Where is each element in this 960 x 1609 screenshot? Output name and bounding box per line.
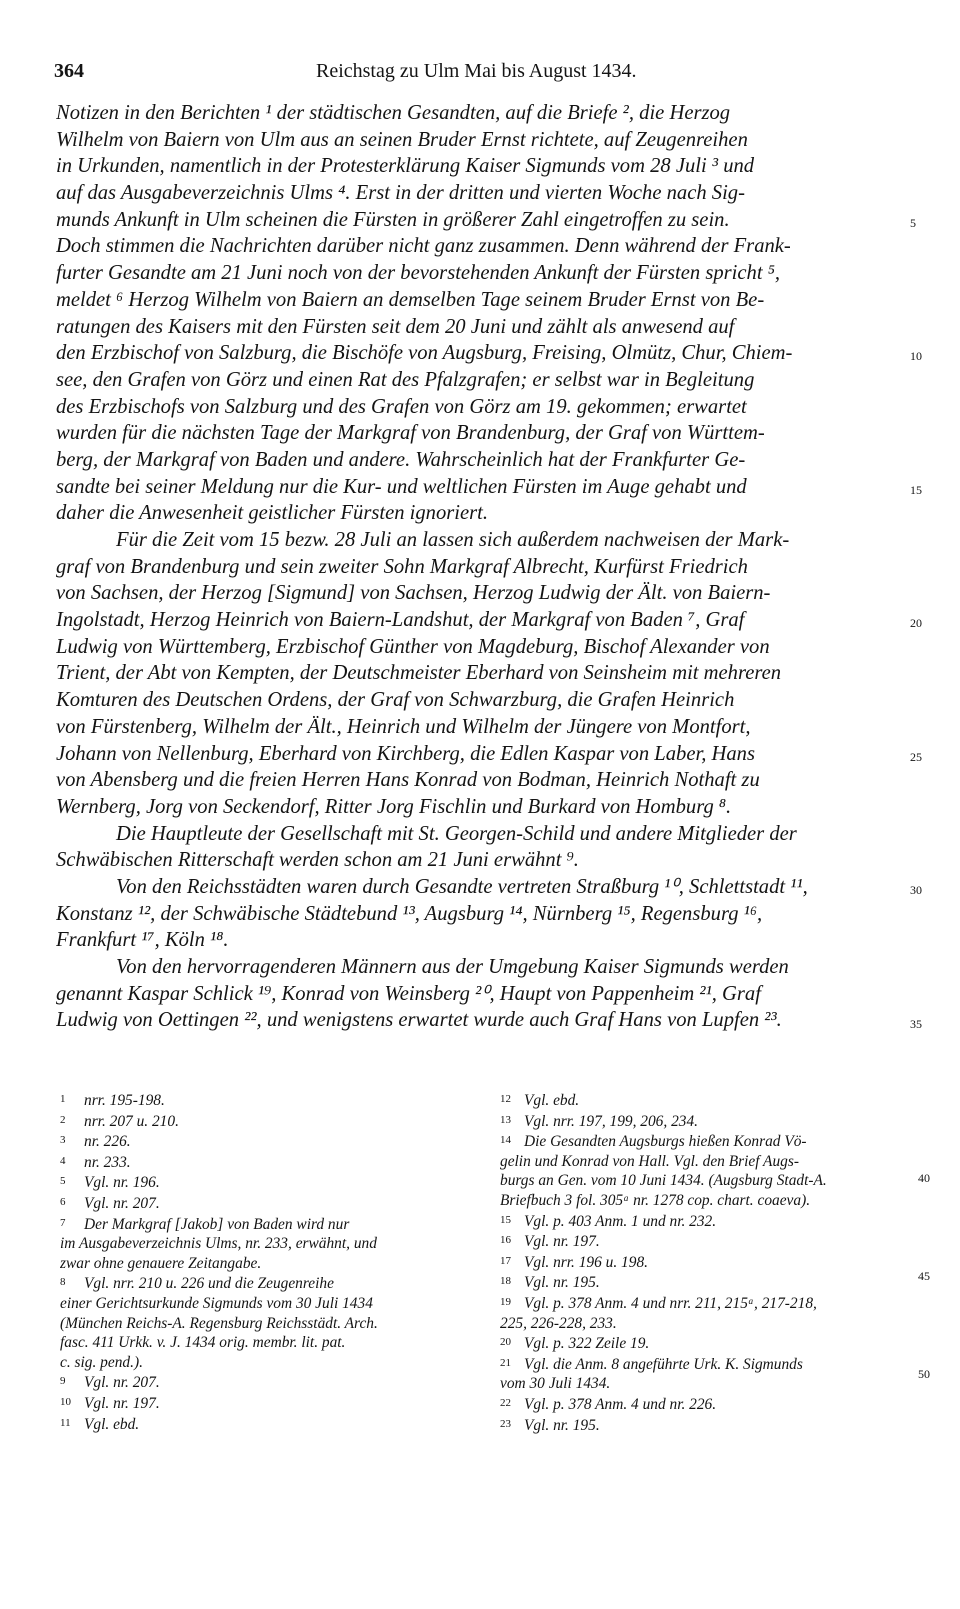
margin-line-number: 5 [910, 215, 916, 230]
footnote-text: gelin und Konrad von Hall. Vgl. den Brief Augs- [500, 1152, 799, 1170]
footnote-text: Vgl. nr. 195. [524, 1416, 600, 1434]
footnote [60, 1090, 460, 1111]
footnote-number: 9 [60, 1375, 66, 1388]
footnote-number: 8 [60, 1276, 66, 1289]
footnote-text: einer Gerichtsurkunde Sigmunds vom 30 Juli 1434 [60, 1294, 373, 1312]
footnote-number: 20 [500, 1336, 511, 1349]
text-line: sandte bei seiner Meldung nur die Kur- und weltlichen Fürsten im Auge gehabt und [56, 475, 747, 498]
footnote-text: nrr. 207 u. 210. [84, 1112, 179, 1130]
footnote-number: 21 [500, 1356, 511, 1369]
footnote-number: 4 [60, 1154, 66, 1167]
footnote-continuation [60, 1353, 460, 1373]
footnote-text: Vgl. nr. 196. [84, 1174, 160, 1192]
footnote-text: vom 30 Juli 1434. [500, 1375, 611, 1393]
footnote [500, 1354, 914, 1375]
footnote-continuation [60, 1314, 460, 1334]
text-line: von Fürstenberg, Wilhelm der Ält., Heinrich und Wilhelm der Jüngere von Montfort, [56, 715, 751, 738]
footnote [500, 1394, 914, 1415]
footnote-number: 16 [500, 1234, 511, 1247]
text-line: Von den hervorragenderen Männern aus der Umgebung Kaiser Sigmunds werden [116, 956, 789, 978]
text-line: Die Hauptleute der Gesellschaft mit St. Georgen-Schild und andere Mitglieder der [116, 822, 797, 845]
text-line: meldet ⁶ Herzog Wilhelm von Baiern an demselben Tage seinem Bruder Ernst von Be- [56, 288, 765, 311]
running-head: Reichstag zu Ulm Mai bis August 1434. [316, 60, 637, 82]
text-line: Konstanz ¹², der Schwäbische Städtebund ¹³, Augsburg ¹⁴, Nürnberg ¹⁵, Regensburg ¹⁶, [56, 902, 763, 925]
text-line: ratungen des Kaisers mit den Fürsten seit dem 20 Juni und zählt als anwesend auf [56, 315, 735, 338]
footnote-number: 17 [500, 1254, 511, 1267]
main-text [56, 100, 902, 1034]
footnote-number: 3 [60, 1134, 66, 1147]
footnote-text: Vgl. ebd. [84, 1415, 140, 1433]
text-line: see, den Grafen von Görz und einen Rat des Pfalzgrafen; er selbst war in Begleitung [56, 368, 755, 391]
text-line: wurden für die nächsten Tage der Markgraf von Brandenburg, der Graf von Württem- [56, 422, 765, 445]
footnote-text: Der Markgraf [Jakob] von Baden wird nur [84, 1215, 350, 1233]
text-line: munds Ankunft in Ulm scheinen die Fürsten in größerer Zahl eingetroffen zu sein. [56, 208, 730, 231]
text-line: von Sachsen, der Herzog [Sigmund] von Sachsen, Herzog Ludwig der Ält. von Baiern- [56, 582, 771, 605]
margin-line-number: 25 [910, 749, 922, 764]
footnote [60, 1372, 460, 1393]
footnote-number: 7 [60, 1216, 66, 1229]
text-line: Ingolstadt, Herzog Heinrich von Baiern-Landshut, der Markgraf von Baden ⁷, Graf [56, 609, 745, 632]
text-line: graf von Brandenburg und sein zweiter Sohn Markgraf Albrecht, Kurfürst Friedrich [56, 555, 748, 578]
text-line: Frankfurt ¹⁷, Köln ¹⁸. [56, 929, 229, 952]
footnote [500, 1111, 914, 1132]
footnote-continuation [500, 1314, 914, 1334]
footnote-margin-number: 45 [918, 1269, 930, 1284]
margin-line-number: 10 [910, 349, 922, 364]
footnote-number: 10 [60, 1395, 71, 1408]
text-line: Von den Reichsstädten waren durch Gesandte vertreten Straßburg ¹⁰, Schlettstadt ¹¹, [116, 875, 808, 898]
footnote-continuation [500, 1152, 914, 1172]
footnote-text: 225, 226-228, 233. [500, 1314, 617, 1332]
footnote-text: (München Reichs-A. Regensburg Reichsstädt. Arch. [60, 1314, 378, 1332]
footnote [500, 1415, 914, 1436]
footnote [60, 1131, 460, 1152]
page-number: 364 [54, 60, 84, 82]
footnote-margin-number: 40 [918, 1171, 930, 1186]
footnote-text: Vgl. nrr. 196 u. 198. [524, 1253, 648, 1271]
text-line: berg, der Markgraf von Baden und andere. Wahrscheinlich hat der Frankfurter Ge- [56, 448, 746, 471]
footnote-text: zwar ohne genauere Zeitangabe. [60, 1254, 262, 1272]
footnote [60, 1214, 460, 1235]
text-line: von Abensberg und die freien Herren Hans Konrad von Bodman, Heinrich Nothaft zu [56, 769, 760, 792]
footnote [60, 1152, 460, 1173]
footnote [500, 1252, 914, 1273]
footnote [60, 1193, 460, 1214]
footnote-continuation [500, 1374, 914, 1394]
text-line: in Urkunden, namentlich in der Protesterklärung Kaiser Sigmunds vom 28 Juli ³ und [56, 155, 755, 178]
footnote-text: Vgl. p. 378 Anm. 4 und nrr. 211, 215ᵃ, 217-218, [524, 1294, 817, 1312]
text-line: auf das Ausgabeverzeichnis Ulms ⁴. Erst in der dritten und vierten Woche nach Sig- [56, 182, 745, 205]
footnote [60, 1414, 460, 1435]
footnote-text: Vgl. nrr. 210 u. 226 und die Zeugenreihe [84, 1275, 334, 1293]
text-line: den Erzbischof von Salzburg, die Bischöfe von Augsburg, Freising, Olmütz, Chur, Chiem- [56, 342, 793, 365]
footnote-text: Vgl. p. 403 Anm. 1 und nr. 232. [524, 1212, 717, 1230]
footnote-text: Die Gesandten Augsburgs hießen Konrad Vö- [524, 1133, 807, 1151]
footnotes-left-column [60, 1090, 460, 1434]
footnote-margin-number: 50 [918, 1367, 930, 1382]
footnote [60, 1172, 460, 1193]
footnote-text: Vgl. p. 322 Zeile 19. [524, 1335, 650, 1353]
footnote-text: Vgl. p. 378 Anm. 4 und nr. 226. [524, 1395, 717, 1413]
footnote-text: Briefbuch 3 fol. 305ᵃ nr. 1278 cop. chart. coaeva). [500, 1191, 811, 1209]
footnote-text: im Ausgabeverzeichnis Ulms, nr. 233, erwähnt, und [60, 1235, 377, 1253]
footnote [500, 1333, 914, 1354]
footnote-number: 22 [500, 1396, 511, 1409]
footnote-text: nrr. 195-198. [84, 1092, 165, 1109]
text-line: Ludwig von Württemberg, Erzbischof Günther von Magdeburg, Bischof Alexander von [56, 635, 770, 658]
footnote-text: Vgl. die Anm. 8 angeführte Urk. K. Sigmunds [524, 1355, 803, 1373]
footnotes-right-column [500, 1090, 914, 1435]
footnote-number: 6 [60, 1195, 66, 1208]
footnote [500, 1090, 914, 1111]
text-line: Schwäbischen Ritterschaft werden schon am 21 Juni erwähnt ⁹. [56, 849, 579, 872]
text-line: Wernberg, Jorg von Seckendorf, Ritter Jorg Fischlin und Burkard von Homburg ⁸. [56, 795, 732, 818]
footnote-number: 2 [60, 1113, 66, 1126]
footnote-continuation [500, 1171, 914, 1191]
text-line: Wilhelm von Baiern von Ulm aus an seinen Bruder Ernst richtete, auf Zeugenreihen [56, 128, 748, 151]
footnote-continuation [60, 1254, 460, 1274]
text-line: Notizen in den Berichten ¹ der städtischen Gesandten, auf die Briefe ², die Herzog [56, 102, 731, 124]
footnote [500, 1272, 914, 1293]
footnote-text: Vgl. ebd. [524, 1092, 580, 1109]
footnote-number: 1 [60, 1093, 66, 1105]
footnote-text: Vgl. nr. 195. [524, 1274, 600, 1292]
text-line: Johann von Nellenburg, Eberhard von Kirchberg, die Edlen Kaspar von Laber, Hans [56, 742, 755, 765]
footnote [500, 1293, 914, 1314]
footnote-text: Vgl. nr. 207. [84, 1194, 160, 1212]
footnote-number: 12 [500, 1093, 511, 1105]
text-line: Komturen des Deutschen Ordens, der Graf von Schwarzburg, die Grafen Heinrich [56, 689, 735, 712]
text-line: daher die Anwesenheit geistlicher Fürsten ignoriert. [56, 502, 489, 525]
footnote-text: Vgl. nrr. 197, 199, 206, 234. [524, 1112, 699, 1130]
footnote-text: burgs an Gen. vom 10 Juni 1434. (Augsburg Stadt-A. [500, 1172, 827, 1190]
footnote [60, 1273, 460, 1294]
footnote-number: 11 [60, 1416, 71, 1429]
margin-line-number: 15 [910, 482, 922, 497]
text-line: Trient, der Abt von Kempten, der Deutschmeister Eberhard von Seinsheim mit mehreren [56, 662, 782, 685]
margin-line-number: 35 [910, 1016, 922, 1031]
footnote-number: 13 [500, 1113, 511, 1126]
footnote [60, 1111, 460, 1132]
footnote-text: c. sig. pend.). [60, 1353, 143, 1371]
footnote-number: 5 [60, 1175, 66, 1188]
margin-line-number: 20 [910, 616, 922, 631]
footnote-number: 18 [500, 1275, 511, 1288]
footnote-text: Vgl. nr. 197. [84, 1394, 160, 1412]
footnote-number: 15 [500, 1213, 511, 1226]
text-line: Für die Zeit vom 15 bezw. 28 Juli an lassen sich außerdem nachweisen der Mark- [116, 529, 790, 551]
footnote-text: Vgl. nr. 207. [84, 1374, 160, 1392]
footnote-text: nr. 226. [84, 1133, 131, 1151]
footnote-continuation [60, 1294, 460, 1314]
footnote-number: 14 [500, 1134, 511, 1147]
footnote-text: fasc. 411 Urkk. v. J. 1434 orig. membr. lit. pat. [60, 1334, 346, 1352]
margin-line-number: 30 [910, 883, 922, 898]
text-line: Ludwig von Oettingen ²², und wenigstens erwartet wurde auch Graf Hans von Lupfen ²³. [56, 1009, 782, 1032]
footnote-text: nr. 233. [84, 1153, 131, 1171]
page-header [54, 60, 914, 90]
footnote [500, 1211, 914, 1232]
footnote [500, 1231, 914, 1252]
footnote-continuation [500, 1191, 914, 1211]
text-line: genannt Kaspar Schlick ¹⁹, Konrad von Weinsberg ²⁰, Haupt von Pappenheim ²¹, Graf [56, 982, 761, 1005]
footnote-text: Vgl. nr. 197. [524, 1233, 600, 1251]
footnote-number: 19 [500, 1295, 511, 1308]
footnote-continuation [60, 1333, 460, 1353]
footnote [500, 1131, 914, 1152]
text-line: des Erzbischofs von Salzburg und des Grafen von Görz am 19. gekommen; erwartet [56, 395, 747, 418]
footnote-continuation [60, 1234, 460, 1254]
footnote-number: 23 [500, 1417, 511, 1430]
text-line: Doch stimmen die Nachrichten darüber nicht ganz zusammen. Denn während der Frank- [56, 235, 791, 258]
footnote [60, 1393, 460, 1414]
text-line: furter Gesandte am 21 Juni noch von der bevorstehenden Ankunft der Fürsten spricht ⁵, [56, 262, 780, 285]
